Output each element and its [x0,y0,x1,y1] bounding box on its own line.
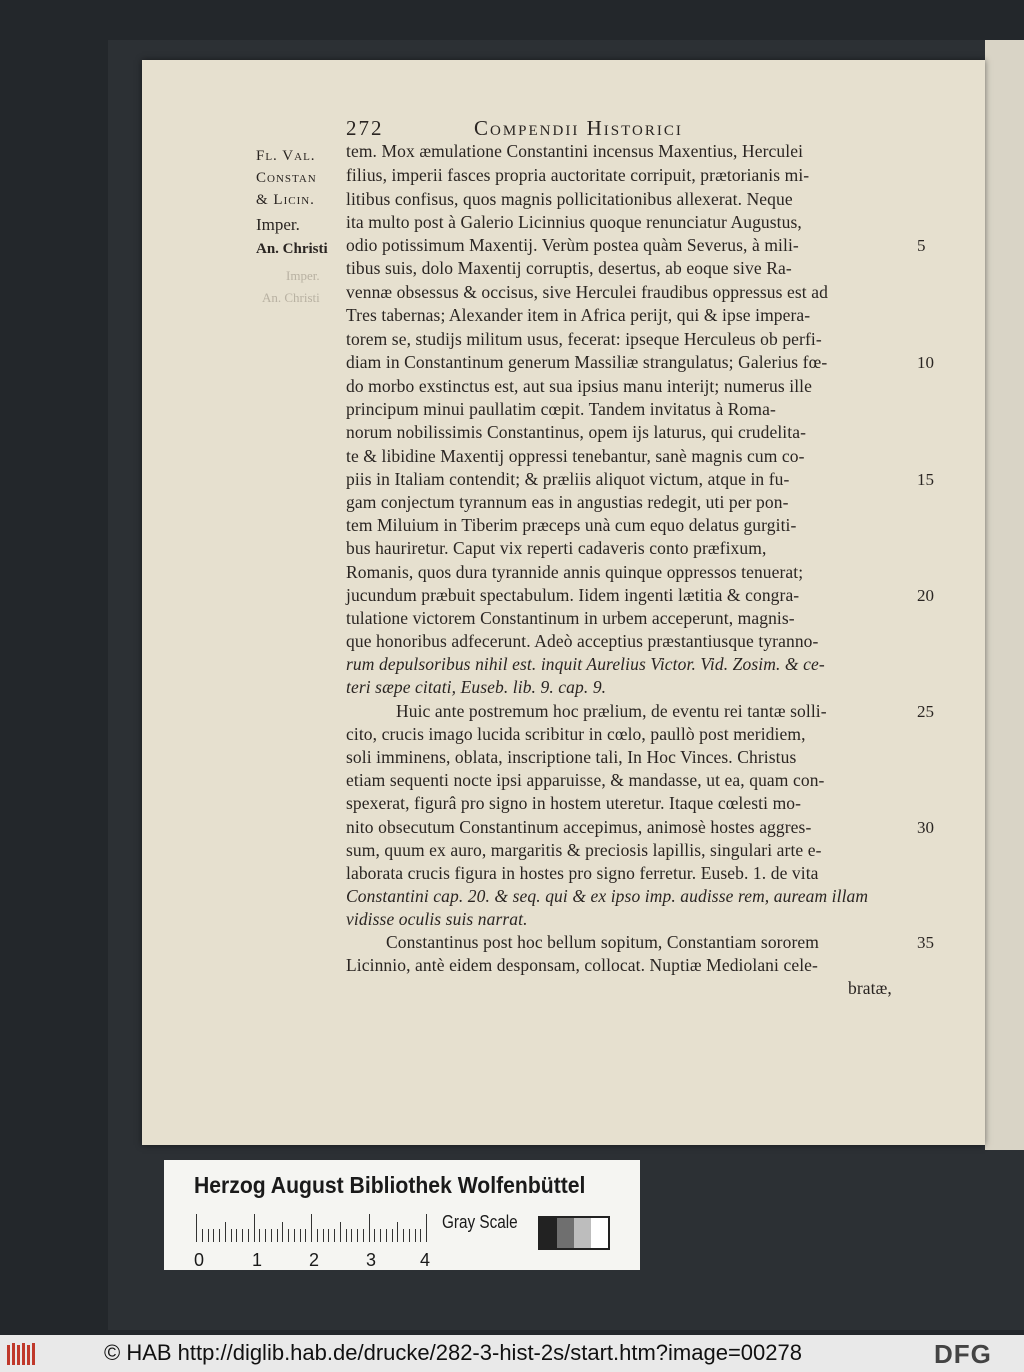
ruler-number: 0 [194,1250,205,1270]
ruler-tick [323,1229,324,1242]
ruler-tick [311,1214,312,1242]
ruler-tick [219,1229,220,1242]
ruler-tick [357,1229,358,1242]
text-line: Tres tabernas; Alexander item in Africa perijt, qui & ipse impera- [346,305,811,325]
ruler-tick [213,1229,214,1242]
text-line: tulatione victorem Constantinum in urbem acceperunt, magnis- [346,608,795,628]
gray-scale-swatches [538,1216,610,1250]
ruler-tick [409,1229,410,1242]
line-number: 15 [917,470,934,489]
ruler-tick [317,1229,318,1242]
margin-note: An. Christi [256,241,328,257]
ruler-tick [236,1229,237,1242]
text-line: Constantini cap. 20. & seq. qui & ex ipso imp. audisse rem, auream illam [346,886,869,906]
text-line: diam in Constantinum generum Massiliæ strangulatus; Galerius fœ- [346,352,828,372]
line-number: 35 [917,933,934,952]
ruler-number: 1 [252,1250,263,1270]
text-line: Romanis, quos dura tyrannide annis quinque oppressos tenuerat; [346,562,804,582]
text-line: principum minui paullatim cœpit. Tandem invitatus à Roma- [346,399,776,419]
text-line: rum depulsoribus nihil est. inquit Aurelius Victor. Vid. Zosim. & ce- [346,654,825,674]
text-line: jucundum præbuit spectabulum. Iidem ingenti lætitia & congra- [346,585,800,605]
copyright-link[interactable]: © HAB http://diglib.hab.de/drucke/282-3-hist-2s/start.htm?image=00278 [104,1340,802,1365]
text-line: vennæ obsessus & occisus, sive Herculei fraudibus oppressus est ad [346,282,828,302]
text-line: spexerat, figurâ pro signo in hostem uteretur. Itaque cœlesti mo- [346,793,802,813]
ruler-tick [254,1214,255,1242]
ruler-tick [392,1229,393,1242]
text-line: odio potissimum Maxentij. Verùm postea quàm Severus, à mili- [346,235,799,255]
gray-swatch [540,1218,557,1248]
ruler-tick [271,1229,272,1242]
text-line: nito obsecutum Constantinum accepimus, animosè hostes aggres- [346,817,812,837]
text-line: Licinnio, antè eidem desponsam, collocat. Nuptiæ Mediolani cele- [346,955,818,975]
ruler-tick [369,1214,370,1242]
text-line: ita multo post à Galerio Licinnius quoque renunciatur Augustus, [346,212,802,232]
ruler-tick [363,1229,364,1242]
text-line: etiam sequenti nocte ipsi apparuisse, & mandasse, ut ea, quam con- [346,770,825,790]
ruler-tick [340,1222,341,1242]
ruler-tick [294,1229,295,1242]
line-number: 30 [917,818,934,837]
text-line: gam conjectum tyrannum eas in angustias redegit, uti per pon- [346,492,789,512]
gray-scale-label: Gray Scale [442,1212,518,1232]
text-line: que honoribus adfecerunt. Adeò acceptius præstantiusque tyranno- [346,631,819,651]
ruler-tick [334,1229,335,1242]
text-line: filius, imperii fasces propria auctoritate corripuit, prætorianis mi- [346,165,810,185]
gray-swatch [557,1218,574,1248]
ruler-tick [328,1229,329,1242]
ruler-tick [426,1214,427,1242]
text-line: torem se, studijs militum usus, fecerat: ipseque Herculeus ob perfi- [346,329,822,349]
text-line: vidisse oculis suis narrat. [346,909,528,929]
margin-note: Fl. Val. [256,148,316,164]
ruler-tick [277,1229,278,1242]
text-line: Constantinus post hoc bellum sopitum, Constantiam sororem [386,932,819,952]
ruler-tick [208,1229,209,1242]
ruler-tick [231,1229,232,1242]
line-number: 25 [917,702,934,721]
text-line: tem Miluium in Tiberim præceps unà cum equo delatus gurgiti- [346,515,797,535]
line-number: 10 [917,353,934,372]
ruler-tick [415,1229,416,1242]
ruler-tick [351,1229,352,1242]
bleed-through-text: An. Christi [262,290,320,305]
bleed-through-text: Imper. [286,268,320,283]
text-line: tibus suis, dolo Maxentij corruptis, desertus, ab eoque sive Ra- [346,258,792,278]
dfg-logo: DFG [934,1339,992,1369]
text-line: Huic ante postremum hoc prælium, de eventu rei tantæ solli- [396,701,827,721]
text-line: bus hauriretur. Caput vix reperti cadaveris conto præfixum, [346,538,767,558]
ruler-tick [403,1229,404,1242]
ruler-tick [300,1229,301,1242]
ruler-tick [202,1229,203,1242]
ruler-tick [242,1229,243,1242]
line-number: 5 [917,236,926,255]
ruler-tick [397,1222,398,1242]
text-line: do morbo exstinctus est, aut sua ipsius manu interijt; numerus ille [346,376,813,396]
page-number: 272 [346,116,384,140]
margin-note: Constan [256,170,317,186]
ruler-tick [265,1229,266,1242]
adjacent-page-edge [985,40,1024,1150]
ruler-tick [282,1222,283,1242]
ruler-number: 4 [420,1250,431,1270]
ruler-tick [346,1229,347,1242]
running-title: Compendii Historici [474,116,683,140]
ruler-number: 3 [366,1250,377,1270]
text-line: litibus confisus, quos magnis pollicitationibus allexerat. Neque [346,189,793,209]
line-number: 20 [917,586,934,605]
margin-note: Imper. [256,215,300,234]
ruler-tick [248,1229,249,1242]
text-line: tem. Mox æmulatione Constantini incensus Maxentius, Herculei [346,141,804,161]
text-line: teri sæpe citati, Euseb. lib. 9. cap. 9. [346,677,607,697]
ruler-tick [374,1229,375,1242]
margin-note: & Licin. [256,192,315,208]
text-line: te & libidine Maxentij oppressi tenebantur, sanè magnis cum co- [346,446,805,466]
text-line: norum nobilissimis Constantinus, opem ijs laturus, qui crudelita- [346,422,807,442]
ruler-tick [386,1229,387,1242]
text-line: cito, crucis imago lucida scribitur in cœlo, paullò post meridiem, [346,724,806,744]
text-line: piis in Italiam contendit; & præliis aliquot victum, atque in fu- [346,469,790,489]
ruler-tick [420,1229,421,1242]
ruler-tick [288,1229,289,1242]
gray-swatch [574,1218,591,1248]
ruler-tick [225,1222,226,1242]
ruler-number: 2 [309,1250,320,1270]
ruler-tick [196,1214,197,1242]
text-line: soli imminens, oblata, inscriptione tali, In Hoc Vinces. Christus [346,747,797,767]
ruler-tick [305,1229,306,1242]
gray-swatch [591,1218,608,1248]
ruler [196,1214,432,1242]
text-line: sum, quum ex auro, margaritis & preciosis lapillis, singulari arte e- [346,840,822,860]
library-name: Herzog August Bibliothek Wolfenbüttel [194,1172,586,1198]
text-line: laborata crucis figura in hostes pro signo ferretur. Euseb. 1. de vita [346,863,819,883]
ruler-tick [380,1229,381,1242]
hab-logo-icon [6,1341,38,1367]
ruler-tick [259,1229,260,1242]
text-line: bratæ, [848,978,892,998]
